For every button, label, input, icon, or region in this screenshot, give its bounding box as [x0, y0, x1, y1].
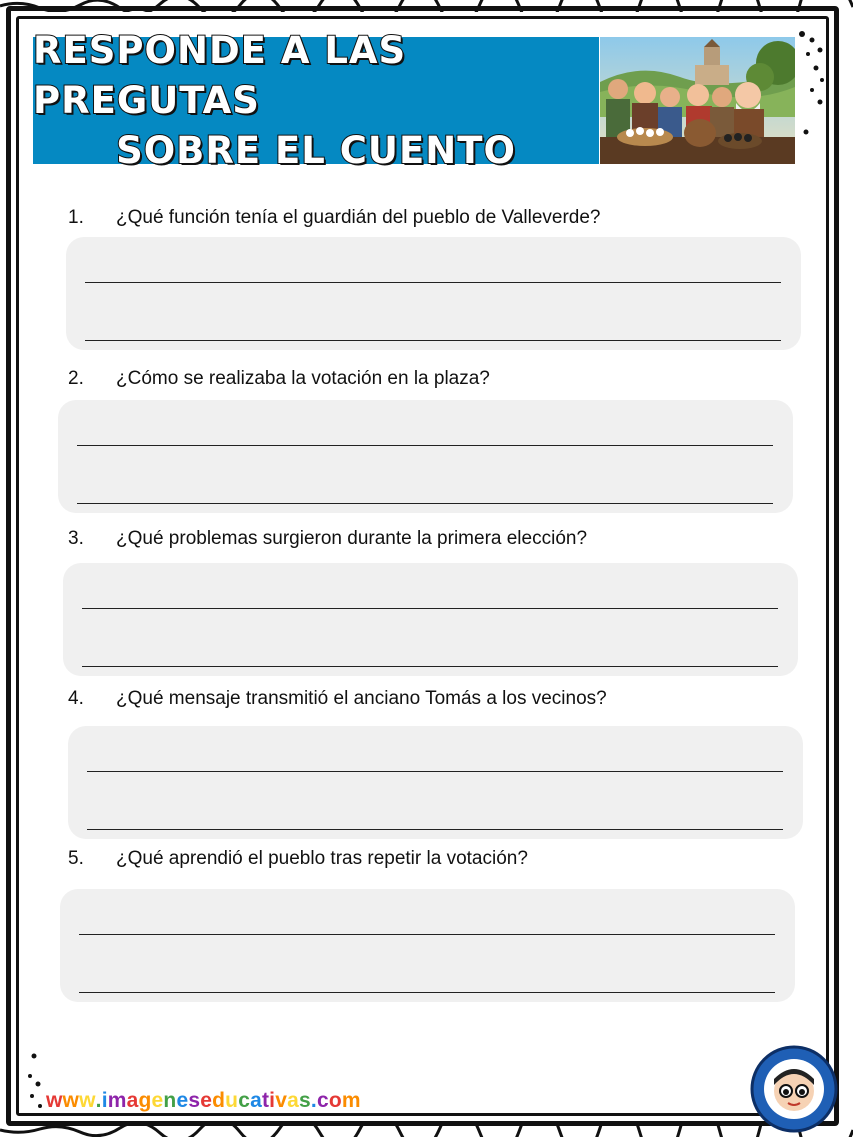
footer-url-char: i	[101, 1089, 108, 1112]
answer-line	[87, 829, 783, 830]
question-2-number: 2.	[68, 368, 84, 389]
question-3-number: 3.	[68, 528, 84, 549]
footer-url-char: .	[95, 1089, 102, 1112]
footer-url-char: s	[299, 1089, 311, 1112]
footer-url-char: c	[316, 1089, 329, 1112]
footer-website-link[interactable]	[46, 1089, 361, 1113]
question-5-text: ¿Qué aprendió el pueblo tras repetir la votación?	[116, 848, 528, 869]
answer-line	[87, 771, 783, 772]
footer-url-char: n	[163, 1089, 177, 1112]
answer-line	[85, 282, 781, 283]
answer-line	[82, 666, 778, 667]
footer-url-char: .	[310, 1089, 317, 1112]
question-2-text: ¿Cómo se realizaba la votación en la plaza?	[116, 368, 490, 389]
title-banner	[33, 28, 599, 172]
footer-url-char: a	[126, 1089, 139, 1112]
footer-url-char: u	[225, 1089, 239, 1112]
answer-box-1[interactable]	[66, 237, 801, 350]
footer-url-char: e	[176, 1089, 189, 1112]
imageneseducativas-logo-icon	[750, 1045, 838, 1133]
footer-url-char: e	[151, 1089, 164, 1112]
question-4-text: ¿Qué mensaje transmitió el anciano Tomás a los vecinos?	[116, 688, 607, 709]
question-3-text: ¿Qué problemas surgieron durante la primera elección?	[116, 528, 588, 549]
bottom-scribble-border	[0, 1125, 853, 1137]
question-1-number: 1.	[68, 207, 84, 228]
title-line-2: SOBRE EL CUENTO	[116, 128, 516, 172]
answer-line	[77, 445, 773, 446]
footer-url-char: o	[328, 1089, 342, 1112]
answer-line	[79, 992, 775, 993]
answer-line	[85, 340, 781, 341]
question-5-number: 5.	[68, 848, 84, 869]
answer-box-3[interactable]	[63, 563, 798, 676]
footer-url-char: i	[269, 1089, 276, 1112]
footer-url-char: e	[200, 1089, 213, 1112]
answer-box-4[interactable]	[68, 726, 803, 839]
title-line-1: RESPONDE A LAS PREGUTAS	[33, 28, 407, 122]
answer-line	[82, 608, 778, 609]
answer-line	[79, 934, 775, 935]
answer-box-5[interactable]	[60, 889, 795, 1002]
decorative-dots-top-right	[790, 28, 830, 138]
question-1-text: ¿Qué función tenía el guardián del pueblo de Valleverde?	[116, 207, 601, 228]
footer-url-char: w	[46, 1089, 63, 1112]
footer-url-char: c	[238, 1089, 251, 1112]
footer-url-char: d	[212, 1089, 226, 1112]
footer-url-char: t	[261, 1089, 270, 1112]
answer-box-2[interactable]	[58, 400, 793, 513]
footer-url-char: a	[250, 1089, 262, 1112]
footer-url-char: v	[275, 1089, 288, 1112]
footer-url-char: m	[341, 1089, 361, 1112]
footer-url-char: a	[287, 1089, 299, 1112]
footer-url-char: m	[107, 1089, 127, 1112]
footer-url-char: g	[138, 1089, 152, 1112]
footer-url-char: s	[188, 1089, 201, 1112]
footer-url-char: w	[62, 1089, 80, 1112]
answer-line	[77, 503, 773, 504]
village-voting-illustration	[600, 37, 795, 164]
footer-url-char: w	[79, 1089, 96, 1112]
question-4-number: 4.	[68, 688, 84, 709]
